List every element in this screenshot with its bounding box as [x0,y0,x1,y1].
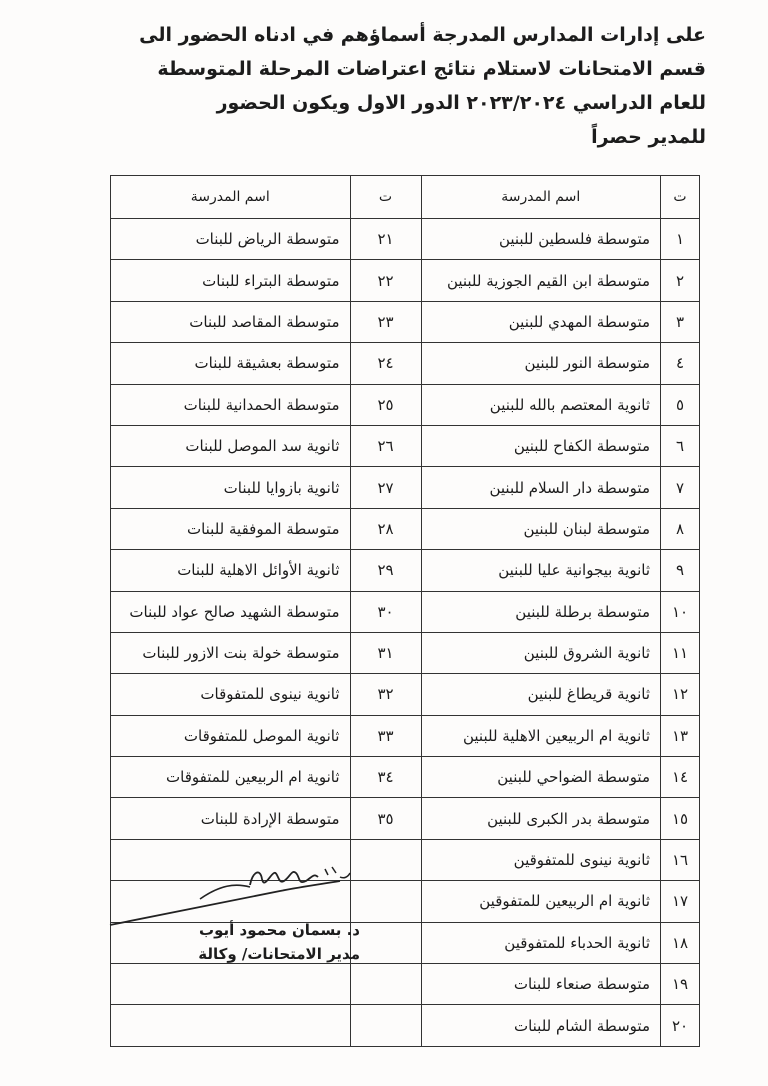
table-row [111,715,700,756]
table-row [111,964,700,1005]
intro-line: على إدارات المدارس المدرجة أسماؤهم في ادناه الحضور الى [139,24,706,46]
school-name: ثانوية الأوائل الاهلية للبنات [111,550,351,591]
signatory-title: مدير الامتحانات/ وكالة [198,945,360,963]
row-number: ٦ [661,425,700,466]
row-number: ٩ [661,550,700,591]
header-school-name: اسم المدرسة [421,176,661,219]
row-number: ٣٢ [350,674,421,715]
table-row [111,384,700,425]
school-name: متوسطة بعشيقة للبنات [111,343,351,384]
row-number: ١٦ [661,839,700,880]
table-row [111,301,700,342]
row-number: ١١ [661,632,700,673]
school-name: متوسطة بدر الكبرى للبنين [421,798,661,839]
row-number: ٣٥ [350,798,421,839]
table-row [111,508,700,549]
school-name: متوسطة البتراء للبنات [111,260,351,301]
row-number: ١٤ [661,757,700,798]
row-number: ٢ [661,260,700,301]
row-number: ٣٠ [350,591,421,632]
row-number: ٢٠ [661,1005,700,1046]
row-number: ١٧ [661,881,700,922]
intro-paragraph [58,18,706,154]
row-number [350,964,421,1005]
school-name: متوسطة النور للبنين [421,343,661,384]
school-name: متوسطة لبنان للبنين [421,508,661,549]
table-row [111,343,700,384]
school-name: متوسطة برطلة للبنين [421,591,661,632]
school-name [111,964,351,1005]
school-name: ثانوية بيجوانية عليا للبنين [421,550,661,591]
school-name: متوسطة المقاصد للبنات [111,301,351,342]
row-number: ٢٣ [350,301,421,342]
row-number: ٤ [661,343,700,384]
header-num: ت [661,176,700,219]
row-number: ٢٩ [350,550,421,591]
school-name: متوسطة صنعاء للبنات [421,964,661,1005]
row-number [350,839,421,880]
row-number: ٨ [661,508,700,549]
school-name: متوسطة الشام للبنات [421,1005,661,1046]
school-name: متوسطة الحمدانية للبنات [111,384,351,425]
table-row [111,798,700,839]
row-number: ٣١ [350,632,421,673]
school-name: متوسطة المهدي للبنين [421,301,661,342]
header-num: ت [350,176,421,219]
school-name: ثانوية الموصل للمتفوقات [111,715,351,756]
row-number: ٢١ [350,219,421,260]
school-name: ثانوية ام الربيعين للمتفوقات [111,757,351,798]
row-number: ٢٢ [350,260,421,301]
row-number: ٢٧ [350,467,421,508]
row-number [350,922,421,963]
school-name: متوسطة خولة بنت الازور للبنات [111,632,351,673]
school-name: متوسطة الموفقية للبنات [111,508,351,549]
school-name: ثانوية بازوايا للبنات [111,467,351,508]
row-number: ٣٤ [350,757,421,798]
school-name: متوسطة الضواحي للبنين [421,757,661,798]
table-row [111,591,700,632]
row-number [350,1005,421,1046]
table-row [111,219,700,260]
school-name: ثانوية المعتصم بالله للبنين [421,384,661,425]
school-name: متوسطة ابن القيم الجوزية للبنين [421,260,661,301]
table-row [111,467,700,508]
table-header-row [111,176,700,219]
row-number: ١٢ [661,674,700,715]
school-name: متوسطة الكفاح للبنين [421,425,661,466]
row-number: ٢٦ [350,425,421,466]
row-number: ٢٥ [350,384,421,425]
school-name: ثانوية الشروق للبنين [421,632,661,673]
row-number: ٢٤ [350,343,421,384]
school-name: ثانوية ام الربيعين الاهلية للبنين [421,715,661,756]
table-row [111,632,700,673]
intro-line: للمدير حصراً [591,126,706,148]
row-number: ٣ [661,301,700,342]
row-number: ٣٣ [350,715,421,756]
row-number: ١٣ [661,715,700,756]
table-row [111,260,700,301]
row-number: ١٨ [661,922,700,963]
row-number [350,881,421,922]
school-name: ثانوية ام الربيعين للمتفوقين [421,881,661,922]
school-name: متوسطة الإرادة للبنات [111,798,351,839]
school-name: متوسطة الشهيد صالح عواد للبنات [111,591,351,632]
table-row [111,1005,700,1046]
school-name: ثانوية نينوى للمتفوقين [421,839,661,880]
row-number: ١٥ [661,798,700,839]
school-name: متوسطة الرياض للبنات [111,219,351,260]
school-name: ثانوية نينوى للمتفوقات [111,674,351,715]
school-name: ثانوية الحدباء للمتفوقين [421,922,661,963]
table-row [111,550,700,591]
intro-line: للعام الدراسي ٢٠٢٣/٢٠٢٤ الدور الاول ويكون الحضور [216,92,706,114]
row-number: ١٩ [661,964,700,1005]
header-school-name: اسم المدرسة [111,176,351,219]
row-number: ٧ [661,467,700,508]
row-number: ١٠ [661,591,700,632]
table-row [111,757,700,798]
signature-block [120,918,360,966]
school-name: ثانوية سد الموصل للبنات [111,425,351,466]
row-number: ١ [661,219,700,260]
row-number: ٢٨ [350,508,421,549]
school-name [111,1005,351,1046]
school-name: متوسطة فلسطين للبنين [421,219,661,260]
row-number: ٥ [661,384,700,425]
table-row [111,674,700,715]
signatory-name: د. بسمان محمود أيوب [199,921,360,939]
table-row [111,425,700,466]
intro-line: قسم الامتحانات لاستلام نتائج اعتراضات المرحلة المتوسطة [157,58,706,80]
school-name: متوسطة دار السلام للبنين [421,467,661,508]
school-name: ثانوية قريطاغ للبنين [421,674,661,715]
